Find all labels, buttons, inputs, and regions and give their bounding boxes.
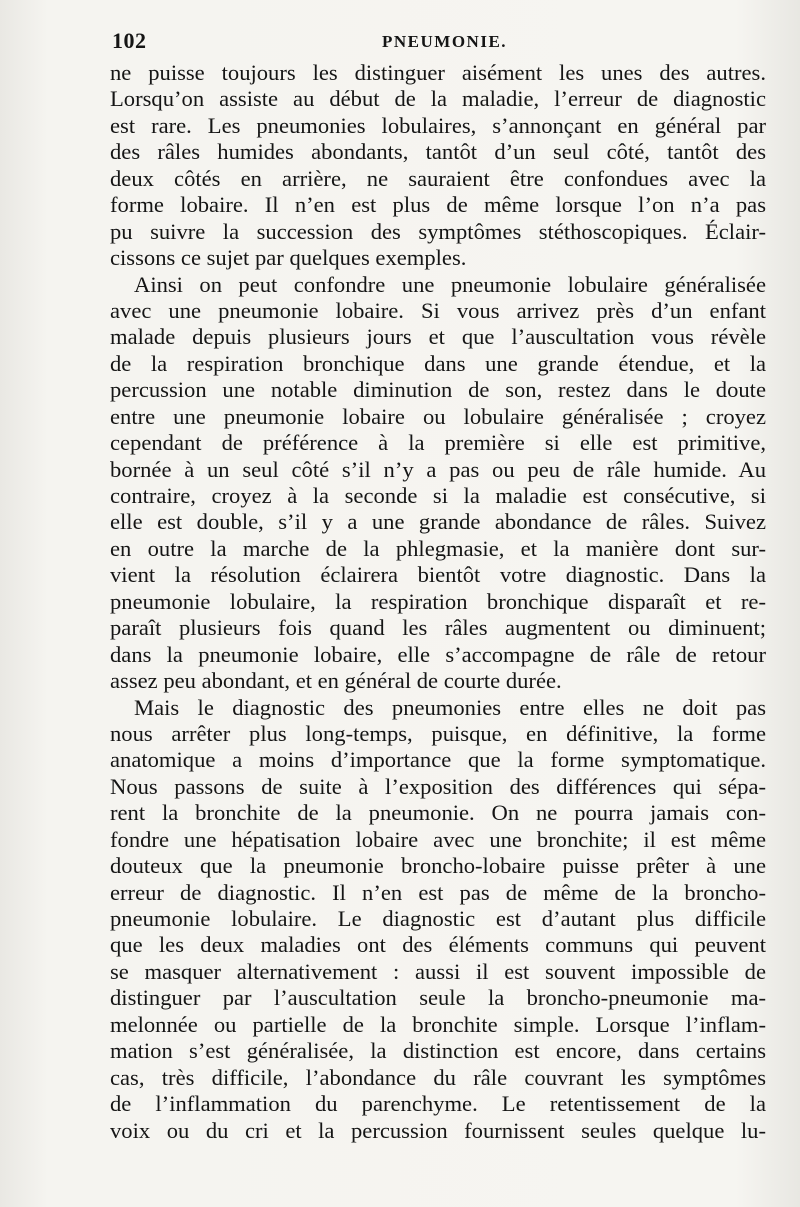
text-line: elle est double, s’il y a une grande abondance de râles. Suivez [110,509,766,535]
text-line: cas, très difficile, l’abondance du râle couvrant les symptômes [110,1064,766,1090]
text-line: pu suivre la succession des symptômes stéthoscopiques. Éclair- [110,218,766,244]
text-line: Mais le diagnostic des pneumonies entre elles ne doit pas [134,694,766,720]
text-line: cissons ce sujet par quelques exemples. [110,245,467,271]
text-line: douteux que la pneumonie broncho-lobaire puisse prêter à une [110,853,766,879]
text-line: cependant de préférence à la première si elle est primitive, [110,430,766,456]
text-line: malade depuis plusieurs jours et que l’auscultation vous révèle [110,324,766,350]
text-line: melonnée ou partielle de la bronchite simple. Lorsque l’inflam- [110,1011,766,1037]
text-line: mation s’est généralisée, la distinction est encore, dans certains [110,1038,766,1064]
text-line: distinguer par l’auscultation seule la broncho-pneumonie ma- [110,985,766,1011]
text-line: ne puisse toujours les distinguer aisément les unes des autres. [110,60,766,85]
text-line: deux côtés en arrière, ne sauraient être confondues avec la [110,165,766,191]
running-title: PNEUMONIE. [382,32,508,51]
text-line: de l’inflammation du parenchyme. Le retentissement de la [110,1091,766,1117]
text-line: paraît plusieurs fois quand les râles augmentent ou diminuent; [110,615,766,641]
text-line: se masquer alternativement : aussi il est souvent impossible de [110,958,766,984]
text-line: de la respiration bronchique dans une grande étendue, et la [110,350,766,376]
text-line: rent la bronchite de la pneumonie. On ne pourra jamais con- [110,800,766,826]
paragraph [110,272,766,695]
text-line: pneumonie lobulaire. Le diagnostic est d’autant plus difficile [110,906,766,931]
text-line: entre une pneumonie lobaire ou lobulaire généralisée ; croyez [110,403,766,429]
page-header [112,28,762,58]
text-line: nous arrêter plus long-temps, puisque, en définitive, la forme [110,720,766,746]
text-line: avec une pneumonie lobaire. Si vous arrivez près d’un enfant [110,297,766,323]
text-line: erreur de diagnostic. Il n’en est pas de même de la broncho- [110,879,766,905]
body-text [110,60,766,1144]
text-line: dans la pneumonie lobaire, elle s’accompagne de râle de retour [110,641,766,667]
text-line: Lorsqu’on assiste au début de la maladie, l’erreur de diagnostic [110,86,766,112]
text-line: anatomique a moins d’importance que la forme symptomatique. [110,747,766,773]
text-line: forme lobaire. Il n’en est plus de même lorsque l’on n’a pas [110,192,766,218]
text-line: est rare. Les pneumonies lobulaires, s’annonçant en général par [110,112,766,138]
text-line: bornée à un seul côté s’il n’y a pas ou peu de râle humide. Au [110,456,766,482]
text-line: assez peu abondant, et en général de courte durée. [110,668,562,694]
text-line: des râles humides abondants, tantôt d’un seul côté, tantôt des [110,139,766,165]
text-line: percussion une notable diminution de son, restez dans le doute [110,377,766,403]
paragraph [110,695,766,1144]
text-line: fondre une hépatisation lobaire avec une bronchite; il est même [110,826,766,852]
text-line: Ainsi on peut confondre une pneumonie lobulaire généralisée [134,271,766,297]
text-line: vient la résolution éclairera bientôt votre diagnostic. Dans la [110,562,766,588]
page-number: 102 [112,28,147,53]
text-line: que les deux maladies ont des éléments communs qui peuvent [110,932,766,958]
text-line: contraire, croyez à la seconde si la maladie est consécutive, si [110,483,766,508]
text-line: en outre la marche de la phlegmasie, et la manière dont sur- [110,535,766,561]
text-line: voix ou du cri et la percussion fournissent seules quelque lu- [110,1117,766,1143]
text-line: Nous passons de suite à l’exposition des différences qui sépa- [110,773,766,799]
text-line: pneumonie lobulaire, la respiration bronchique disparaît et re- [110,588,766,614]
paragraph [110,60,766,272]
